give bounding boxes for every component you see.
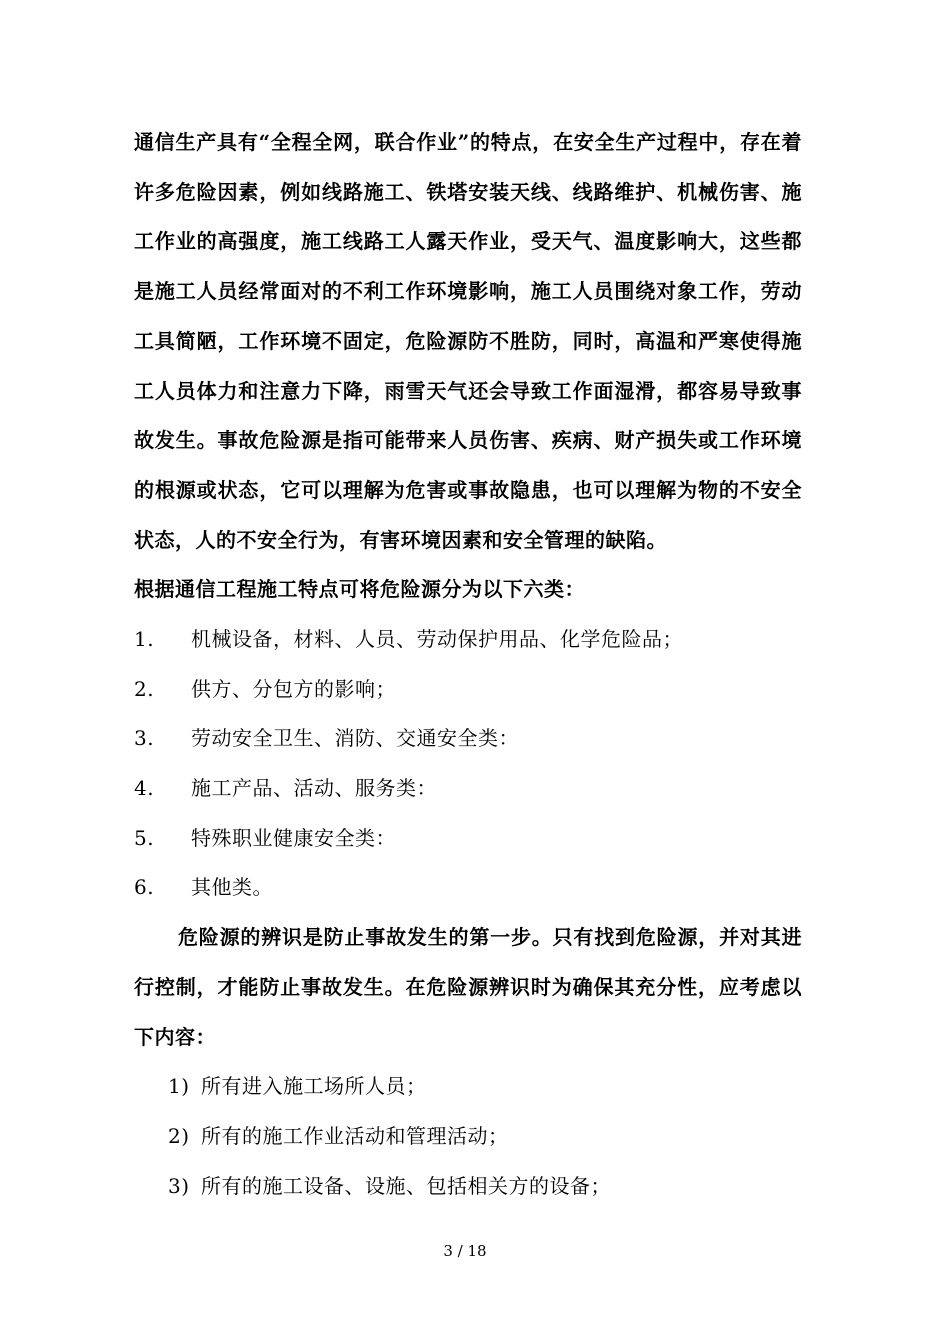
- consideration-list: [134, 1062, 802, 1211]
- list-item-number: 1): [168, 1074, 190, 1099]
- list-item-number: 5.: [134, 825, 155, 850]
- list-item-text: 所有的施工设备、设施、包括相关方的设备；: [201, 1173, 611, 1198]
- list-item-text: 特殊职业健康安全类：: [191, 825, 396, 850]
- identification-paragraph: 危险源的辨识是防止事故发生的第一步。只有找到危险源，并对其进行控制，才能防止事故发生。在危险源辨识时为确保其充分性，应考虑以下内容：: [134, 925, 802, 1049]
- list-item-text: 机械设备，材料、人员、劳动保护用品、化学危险品；: [191, 627, 683, 652]
- list-item: [134, 764, 802, 814]
- classification-heading: 根据通信工程施工特点可将危险源分为以下六类：: [134, 577, 585, 602]
- list-item-text: 所有的施工作业活动和管理活动；: [201, 1123, 509, 1148]
- list-item: [134, 714, 802, 764]
- list-item-text: 其他类。: [191, 875, 273, 900]
- page-number: 3 / 18: [443, 1242, 487, 1260]
- list-item: [168, 1062, 802, 1112]
- list-item: [134, 615, 802, 665]
- list-item-number: 3): [168, 1173, 190, 1198]
- list-item-number: 2.: [134, 676, 155, 701]
- document-body: [134, 118, 802, 1211]
- intro-paragraph: 通信生产具有“全程全网，联合作业”的特点，在安全生产过程中，存在着许多危险因素，例如线路施工、铁塔安装天线、线路维护、机械伤害、施工作业的高强度，施工线路工人露天作业，受天气、温度影响大，这些都是施工人员经常面对的不利工作环境影响，施工人员围绕对象工作，劳动工具简陋，工作环境不固定，危险源防不胜防，同时，高温和严寒使得施工人员体力和注意力下降，雨雪天气还会导致工作面湿滑，都容易导致事故发生。事故危险源是指可能带来人员伤害、疾病、财产损失或工作环境的根源或状态，它可以理解为危害或事故隐患，也可以理解为物的不安全状态，人的不安全行为，有害环境因素和安全管理的缺陷。: [134, 130, 802, 552]
- list-item-text: 所有进入施工场所人员；: [201, 1074, 427, 1099]
- list-item-text: 劳动安全卫生、消防、交通安全类：: [191, 726, 519, 751]
- list-item-number: 4.: [134, 776, 155, 801]
- list-item: [168, 1112, 802, 1162]
- list-item-text: 施工产品、活动、服务类：: [191, 776, 437, 801]
- list-item-number: 6.: [134, 875, 155, 900]
- list-item-number: 3.: [134, 726, 155, 751]
- list-item-text: 供方、分包方的影响；: [191, 676, 396, 701]
- list-item: [134, 814, 802, 864]
- list-item: [134, 863, 802, 913]
- list-item: [134, 665, 802, 715]
- hazard-category-list: [134, 615, 802, 913]
- list-item-number: 1.: [134, 627, 155, 652]
- list-item: [168, 1162, 802, 1212]
- list-item-number: 2): [168, 1123, 190, 1148]
